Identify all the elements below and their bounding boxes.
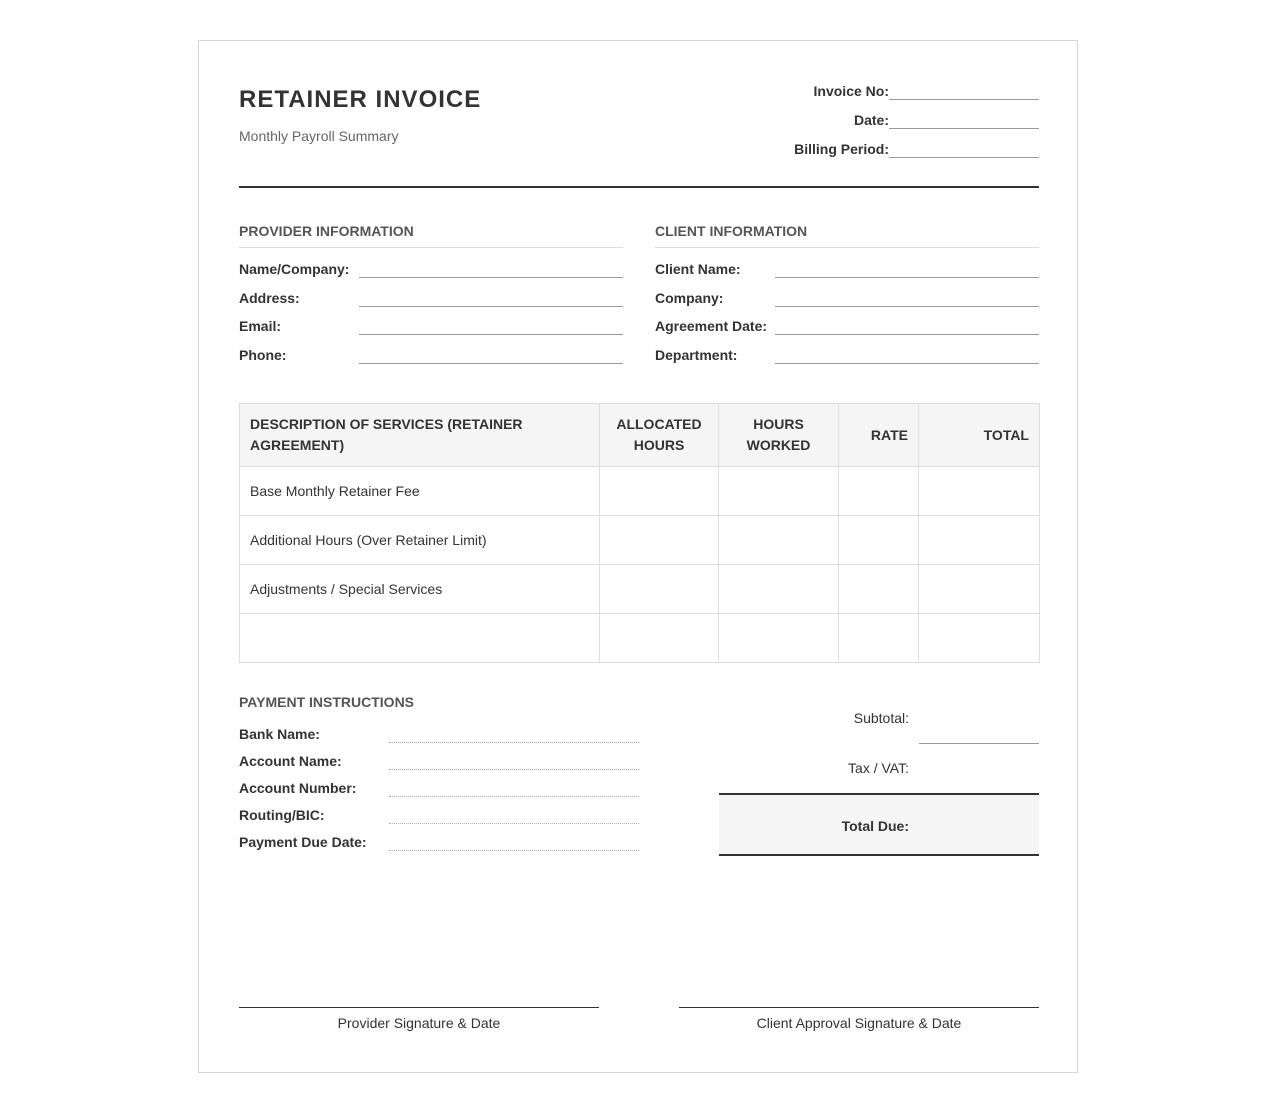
description-cell[interactable]: Additional Hours (Over Retainer Limit) xyxy=(240,516,600,565)
date-row xyxy=(739,110,1039,130)
subtotal-label: Subtotal: xyxy=(853,710,909,726)
account-number-field[interactable] xyxy=(389,796,639,797)
table-row xyxy=(240,614,1040,663)
payment-field-label: Account Name: xyxy=(239,753,342,769)
client-field-row xyxy=(655,248,1039,277)
provider-field-label: Email: xyxy=(239,318,282,334)
column-header-total: TOTAL xyxy=(919,404,1040,467)
date-label: Date: xyxy=(853,112,889,128)
billing-period-field[interactable] xyxy=(889,157,1039,158)
payment-instructions xyxy=(239,694,639,853)
payment-heading: PAYMENT INSTRUCTIONS xyxy=(239,694,415,710)
allocated-hours-cell[interactable] xyxy=(600,467,719,516)
billing-period-label: Billing Period: xyxy=(794,141,889,157)
client-field-row xyxy=(655,334,1039,363)
provider-field-label: Phone: xyxy=(239,346,287,363)
client-signature-line[interactable] xyxy=(679,1007,1039,1008)
provider-phone-field[interactable] xyxy=(359,363,623,364)
column-header-hours-worked: HOURS WORKED xyxy=(719,404,839,467)
payment-field-label: Account Number: xyxy=(239,780,357,796)
column-header-rate: RATE xyxy=(839,404,919,467)
payment-field-label: Payment Due Date: xyxy=(239,834,367,850)
invoice-no-field[interactable] xyxy=(889,99,1039,100)
client-department-field[interactable] xyxy=(775,363,1039,364)
billing-period-row xyxy=(739,139,1039,159)
payment-field-row xyxy=(239,718,639,745)
provider-field-row xyxy=(239,277,623,306)
client-field-label: Company: xyxy=(655,289,724,306)
client-signature-label: Client Approval Signature & Date xyxy=(756,1015,962,1031)
client-field-row xyxy=(655,305,1039,334)
rate-cell[interactable] xyxy=(839,565,919,614)
date-field[interactable] xyxy=(889,128,1039,129)
payment-field-row xyxy=(239,799,639,826)
invoice-title: RETAINER INVOICE xyxy=(239,86,482,113)
payment-field-label: Routing/BIC: xyxy=(239,807,325,823)
total-cell[interactable] xyxy=(919,614,1040,663)
table-header-row xyxy=(240,404,1040,467)
hours-worked-cell[interactable] xyxy=(719,614,839,663)
allocated-hours-cell[interactable] xyxy=(600,614,719,663)
payment-field-label: Bank Name: xyxy=(239,726,320,742)
client-field-row xyxy=(655,277,1039,306)
rate-cell[interactable] xyxy=(839,516,919,565)
rate-cell[interactable] xyxy=(839,467,919,516)
table-row xyxy=(240,565,1040,614)
invoice-page xyxy=(198,40,1078,1073)
payment-due-date-field[interactable] xyxy=(389,850,639,851)
allocated-hours-cell[interactable] xyxy=(600,565,719,614)
provider-information xyxy=(239,223,623,362)
invoice-no-label: Invoice No: xyxy=(813,83,889,99)
invoice-subtitle: Monthly Payroll Summary xyxy=(239,128,399,144)
provider-heading: PROVIDER INFORMATION xyxy=(239,223,623,248)
client-information xyxy=(655,223,1039,362)
bank-name-field[interactable] xyxy=(389,742,639,743)
routing-bic-field[interactable] xyxy=(389,823,639,824)
total-cell[interactable] xyxy=(919,565,1040,614)
provider-field-row xyxy=(239,248,623,277)
provider-field-label: Address: xyxy=(239,289,300,306)
provider-signature xyxy=(239,1007,599,1031)
hours-worked-cell[interactable] xyxy=(719,467,839,516)
client-signature xyxy=(679,1007,1039,1031)
total-due-box xyxy=(719,793,1039,856)
client-field-label: Department: xyxy=(655,346,738,363)
column-header-allocated-hours: ALLOCATED HOURS xyxy=(600,404,719,467)
table-row xyxy=(240,516,1040,565)
rate-cell[interactable] xyxy=(839,614,919,663)
payment-field-row xyxy=(239,772,639,799)
client-field-label: Client Name: xyxy=(655,261,741,277)
invoice-no-row xyxy=(739,81,1039,101)
header-divider xyxy=(239,186,1039,188)
description-cell[interactable]: Adjustments / Special Services xyxy=(240,565,600,614)
client-field-label: Agreement Date: xyxy=(655,318,768,334)
client-heading: CLIENT INFORMATION xyxy=(655,223,1039,248)
total-cell[interactable] xyxy=(919,516,1040,565)
allocated-hours-cell[interactable] xyxy=(600,516,719,565)
account-name-field[interactable] xyxy=(389,769,639,770)
payment-field-row xyxy=(239,745,639,772)
table-row xyxy=(240,467,1040,516)
provider-signature-line[interactable] xyxy=(239,1007,599,1008)
hours-worked-cell[interactable] xyxy=(719,565,839,614)
total-due-label: Total Due: xyxy=(841,818,909,834)
provider-field-row xyxy=(239,334,623,363)
hours-worked-cell[interactable] xyxy=(719,516,839,565)
column-header-description: DESCRIPTION OF SERVICES (RETAINER AGREEMENT) xyxy=(240,404,600,467)
description-cell[interactable]: Base Monthly Retainer Fee xyxy=(240,467,600,516)
total-cell[interactable] xyxy=(919,467,1040,516)
services-table xyxy=(239,403,1040,663)
payment-field-row xyxy=(239,826,639,853)
provider-signature-label: Provider Signature & Date xyxy=(337,1015,501,1031)
tax-vat-label: Tax / VAT: xyxy=(848,760,909,776)
description-cell[interactable] xyxy=(240,614,600,663)
subtotal-field[interactable] xyxy=(919,743,1039,744)
provider-field-label: Name/Company: xyxy=(239,261,350,277)
provider-field-row xyxy=(239,305,623,334)
